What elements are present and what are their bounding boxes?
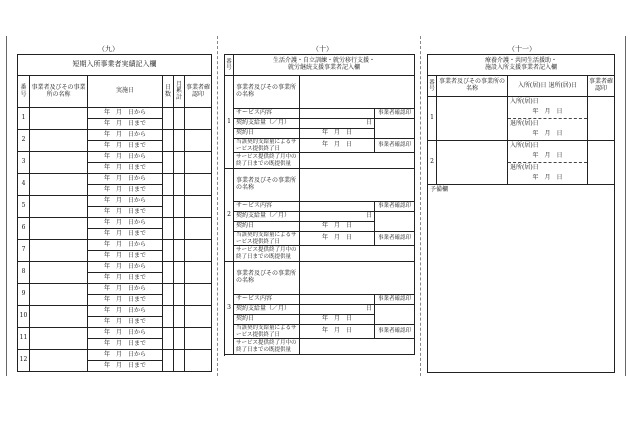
row-number: 6	[18, 218, 30, 240]
days-cell[interactable]	[163, 130, 174, 152]
date-to: 年 月 日まで	[88, 207, 163, 218]
confirm-label: 事業者確認印	[375, 139, 415, 153]
confirm-cell[interactable]	[185, 306, 212, 328]
service-label: サービス内容	[234, 109, 300, 119]
panel9-header-num: 番号	[18, 76, 30, 108]
cum-cell[interactable]	[174, 130, 185, 152]
date-from: 年 月 日から	[88, 130, 163, 141]
cum-cell[interactable]	[174, 108, 185, 130]
remaining-label: サービス提供終了月中の終了日までの既提供量	[234, 153, 300, 169]
out-date-value[interactable]: 年 月 日	[508, 174, 588, 185]
service-label: サービス内容	[234, 295, 300, 305]
biz-name-label: 事業者及びその事業所の名称	[234, 262, 300, 295]
confirm-cell[interactable]	[185, 262, 212, 284]
panel9-table	[17, 54, 212, 372]
table-row	[18, 284, 212, 295]
row-number: 1	[18, 108, 30, 130]
date-from: 年 月 日から	[88, 152, 163, 163]
days-cell[interactable]	[163, 284, 174, 306]
panel10-title-line1: 生活介護・自立訓練・就労移行支援・	[273, 57, 376, 65]
biz-name-cell[interactable]	[30, 262, 88, 284]
biz-name-cell[interactable]	[30, 306, 88, 328]
biz-name-value[interactable]	[300, 262, 415, 295]
date-from: 年 月 日から	[88, 350, 163, 361]
in-date-label: 入所(居)日	[508, 97, 588, 108]
cum-cell[interactable]	[174, 284, 185, 306]
confirm-cell[interactable]	[185, 284, 212, 306]
table-row	[18, 174, 212, 185]
panel11-title	[428, 55, 615, 76]
remaining-label: サービス提供終了月中の終了日までの既提供量	[234, 246, 300, 262]
confirm-stamp[interactable]	[588, 97, 615, 141]
table-row	[18, 218, 212, 229]
row-number: 8	[18, 262, 30, 284]
table-row	[225, 109, 415, 119]
date-from: 年 月 日から	[88, 218, 163, 229]
end-date-label: 当該契約支給量によるサービス提供終了日	[234, 139, 300, 153]
confirm-label: 事業者確認印	[375, 295, 415, 305]
confirm-cell[interactable]	[185, 108, 212, 130]
confirm-stamp[interactable]	[375, 305, 415, 325]
biz-name-cell[interactable]	[30, 328, 88, 350]
in-date-label: 入所(居)日	[508, 141, 588, 152]
service-value[interactable]	[300, 109, 375, 119]
date-to: 年 月 日まで	[88, 141, 163, 152]
row-number: 2	[18, 130, 30, 152]
date-to: 年 月 日まで	[88, 163, 163, 174]
biz-name-label: 事業者及びその事業所の名称	[234, 76, 300, 109]
table-row	[18, 350, 212, 361]
panel9-header-biz: 事業者及びその事業所の名称	[30, 76, 88, 108]
cum-cell[interactable]	[174, 240, 185, 262]
panel9-header-confirm: 事業者確認印	[185, 76, 212, 108]
confirm-stamp[interactable]	[375, 119, 415, 139]
confirm-label: 事業者確認印	[375, 109, 415, 119]
table-row	[225, 212, 415, 222]
notes-area[interactable]	[428, 185, 615, 373]
panel9-header-days: 日数	[163, 76, 174, 108]
date-to: 年 月 日まで	[88, 229, 163, 240]
table-row	[225, 305, 415, 315]
panel11-label: （十一）	[508, 45, 536, 53]
days-cell[interactable]	[163, 108, 174, 130]
panel9-title: 短期入所事業者実績記入欄	[18, 55, 212, 76]
amount-label: 契約支給量（／月）	[234, 212, 300, 222]
table-row	[225, 169, 415, 202]
table-row	[428, 141, 615, 152]
table-row	[225, 119, 415, 129]
end-date-value[interactable]: 年 月 日	[300, 232, 375, 246]
row-number: 5	[18, 196, 30, 218]
confirm-cell[interactable]	[185, 196, 212, 218]
biz-name-cell[interactable]	[30, 130, 88, 152]
date-to: 年 月 日まで	[88, 361, 163, 372]
table-row	[18, 306, 212, 317]
remaining-value[interactable]	[300, 339, 415, 355]
confirm-label: 事業者確認印	[375, 202, 415, 212]
end-date-label: 当該契約支給量によるサービス提供終了日	[234, 325, 300, 339]
contract-date-label: 契約日	[234, 315, 300, 325]
contract-date-value[interactable]: 年 月 日	[300, 222, 375, 232]
panel11-title-line1: 療養介護・共同生活援助・	[485, 57, 558, 65]
table-row	[18, 130, 212, 141]
fold-line-2	[420, 36, 421, 376]
date-to: 年 月 日まで	[88, 273, 163, 284]
date-to: 年 月 日まで	[88, 251, 163, 262]
biz-name-label: 事業者及びその事業所の名称	[234, 169, 300, 202]
confirm-cell[interactable]	[185, 130, 212, 152]
row-number: 10	[18, 306, 30, 328]
table-row	[225, 295, 415, 305]
table-row	[225, 325, 415, 339]
date-to: 年 月 日まで	[88, 295, 163, 306]
entry-number: 1	[428, 97, 437, 141]
cum-cell[interactable]	[174, 196, 185, 218]
days-cell[interactable]	[163, 152, 174, 174]
days-cell[interactable]	[163, 240, 174, 262]
table-row	[225, 232, 415, 246]
panel10-table	[224, 54, 415, 355]
date-from: 年 月 日から	[88, 108, 163, 119]
days-cell[interactable]	[163, 262, 174, 284]
confirm-stamp[interactable]	[375, 212, 415, 232]
date-from: 年 月 日から	[88, 284, 163, 295]
row-number: 12	[18, 350, 30, 372]
entry-number: 3	[225, 262, 234, 355]
date-from: 年 月 日から	[88, 196, 163, 207]
biz-name-cell[interactable]	[30, 108, 88, 130]
biz-name-value[interactable]	[437, 141, 508, 185]
table-row	[225, 139, 415, 153]
date-from: 年 月 日から	[88, 262, 163, 273]
cum-cell[interactable]	[174, 306, 185, 328]
in-date-value[interactable]: 年 月 日	[508, 152, 588, 163]
panel11-header-confirm: 事業者確認印	[588, 76, 615, 97]
panel9-header-date: 実施日	[88, 76, 163, 108]
entry-number: 2	[225, 169, 234, 262]
out-date-label: 退所(居)日	[508, 119, 588, 130]
amount-value[interactable]: 日	[300, 119, 375, 129]
panel11-header-biz: 事業者及びその事業所の名称	[437, 76, 508, 97]
service-label: サービス内容	[234, 202, 300, 212]
panel10-label: （十）	[312, 45, 333, 53]
panel11-header-dates: 入所(居)日 退所(居)日	[508, 76, 588, 97]
end-date-value[interactable]: 年 月 日	[300, 325, 375, 339]
date-to: 年 月 日まで	[88, 317, 163, 328]
biz-name-value[interactable]	[437, 97, 508, 141]
days-cell[interactable]	[163, 196, 174, 218]
end-date-value[interactable]: 年 月 日	[300, 139, 375, 153]
cum-cell[interactable]	[174, 218, 185, 240]
biz-name-cell[interactable]	[30, 284, 88, 306]
days-cell[interactable]	[163, 328, 174, 350]
amount-label: 契約支給量（／月）	[234, 305, 300, 315]
confirm-cell[interactable]	[185, 152, 212, 174]
table-row	[18, 152, 212, 163]
biz-name-cell[interactable]	[30, 218, 88, 240]
table-row	[225, 202, 415, 212]
panel11-header-num: 番号	[428, 76, 437, 97]
end-date-label: 当該契約支給量によるサービス提供終了日	[234, 232, 300, 246]
panel10-title	[234, 55, 415, 76]
date-from: 年 月 日から	[88, 240, 163, 251]
cum-cell[interactable]	[174, 174, 185, 196]
biz-name-value[interactable]	[300, 169, 415, 202]
panel9-label: （九）	[98, 45, 119, 53]
date-from: 年 月 日から	[88, 306, 163, 317]
out-date-value[interactable]: 年 月 日	[508, 130, 588, 141]
contract-date-value[interactable]: 年 月 日	[300, 129, 375, 139]
date-from: 年 月 日から	[88, 174, 163, 185]
date-to: 年 月 日まで	[88, 119, 163, 130]
amount-label: 契約支給量（／月）	[234, 119, 300, 129]
days-cell[interactable]	[163, 306, 174, 328]
days-cell[interactable]	[163, 350, 174, 372]
row-number: 11	[18, 328, 30, 350]
contract-date-value[interactable]: 年 月 日	[300, 315, 375, 325]
biz-name-cell[interactable]	[30, 152, 88, 174]
panel11-title-line2: 施設入所支援事業者記入欄	[485, 64, 558, 71]
table-row	[18, 196, 212, 207]
in-date-value[interactable]: 年 月 日	[508, 108, 588, 119]
confirm-cell[interactable]	[185, 174, 212, 196]
table-row	[428, 185, 615, 373]
table-row	[225, 339, 415, 355]
entry-number: 1	[225, 76, 234, 169]
cum-cell[interactable]	[174, 152, 185, 174]
panel9-header-cum: 月累計	[174, 76, 185, 108]
biz-name-cell[interactable]	[30, 174, 88, 196]
out-date-label: 退所(居)日	[508, 163, 588, 174]
contract-date-label: 契約日	[234, 129, 300, 139]
table-row	[225, 262, 415, 295]
panel10-title-line2: 就労継続支援事業者記入欄	[288, 64, 361, 71]
confirm-cell[interactable]	[185, 350, 212, 372]
days-cell[interactable]	[163, 174, 174, 196]
remaining-label: サービス提供終了月中の終了日までの既提供量	[234, 339, 300, 355]
biz-name-cell[interactable]	[30, 350, 88, 372]
entry-number: 2	[428, 141, 437, 185]
biz-name-cell[interactable]	[30, 196, 88, 218]
row-number: 9	[18, 284, 30, 306]
confirm-cell[interactable]	[185, 218, 212, 240]
table-row	[428, 97, 615, 108]
table-row	[225, 153, 415, 169]
table-row	[18, 262, 212, 273]
cum-cell[interactable]	[174, 328, 185, 350]
cum-cell[interactable]	[174, 350, 185, 372]
service-value[interactable]	[300, 295, 375, 305]
panel10-header-num: 番号	[225, 55, 234, 76]
table-row	[18, 240, 212, 251]
confirm-label: 事業者確認印	[375, 325, 415, 339]
fold-line-1	[217, 36, 218, 376]
cum-cell[interactable]	[174, 262, 185, 284]
row-number: 4	[18, 174, 30, 196]
date-from: 年 月 日から	[88, 328, 163, 339]
table-row	[225, 246, 415, 262]
row-number: 7	[18, 240, 30, 262]
biz-name-value[interactable]	[300, 76, 415, 109]
confirm-label: 事業者確認印	[375, 232, 415, 246]
table-row	[225, 76, 415, 109]
amount-value[interactable]: 日	[300, 305, 375, 315]
table-row	[18, 108, 212, 119]
panel11-table	[427, 54, 615, 373]
contract-date-label: 契約日	[234, 222, 300, 232]
date-to: 年 月 日まで	[88, 185, 163, 196]
biz-name-cell[interactable]	[30, 240, 88, 262]
remaining-value[interactable]	[300, 153, 415, 169]
amount-value[interactable]: 日	[300, 212, 375, 222]
service-value[interactable]	[300, 202, 375, 212]
date-to: 年 月 日まで	[88, 339, 163, 350]
confirm-stamp[interactable]	[588, 141, 615, 185]
confirm-cell[interactable]	[185, 328, 212, 350]
days-cell[interactable]	[163, 218, 174, 240]
table-row	[18, 328, 212, 339]
row-number: 3	[18, 152, 30, 174]
remaining-value[interactable]	[300, 246, 415, 262]
confirm-cell[interactable]	[185, 240, 212, 262]
notes-label: 予備欄	[430, 186, 449, 193]
